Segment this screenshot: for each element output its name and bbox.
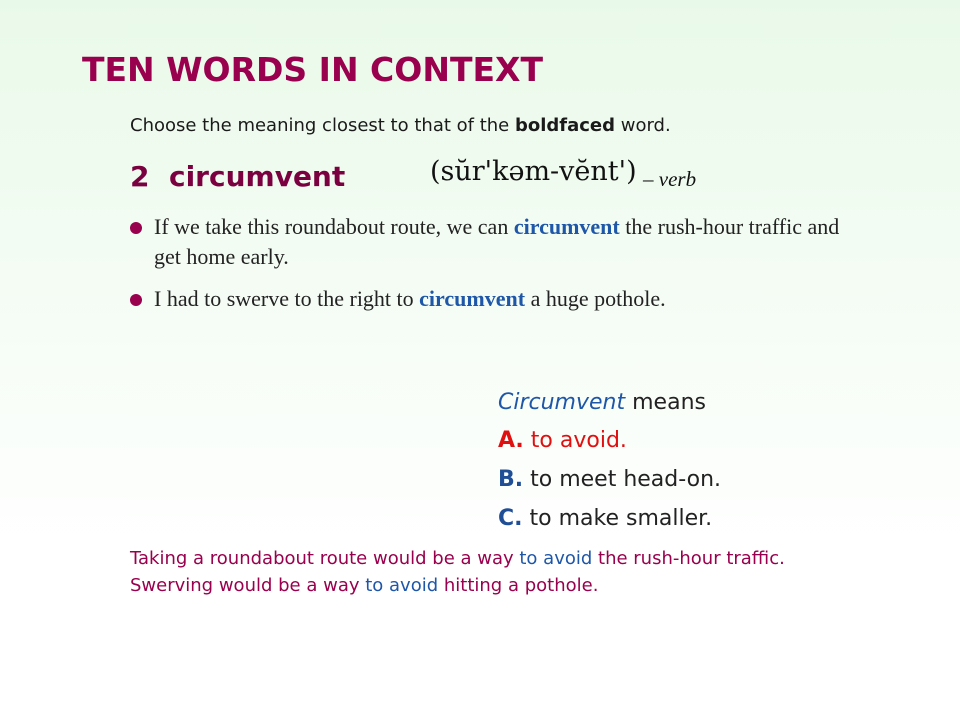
instructions	[130, 115, 671, 136]
instructions-end: word.	[615, 115, 671, 136]
example-sentence	[130, 212, 850, 272]
part-of-speech: – verb	[643, 167, 697, 191]
instructions-bold: boldfaced	[514, 115, 616, 136]
answer-option-c[interactable]	[498, 506, 712, 531]
example-sentence	[130, 284, 850, 314]
option-letter: C.	[498, 506, 523, 531]
example-keyword: circumvent	[513, 214, 620, 239]
question-prompt	[498, 390, 706, 415]
bullet-icon	[130, 222, 142, 234]
example-text-part: a huge pothole.	[525, 286, 666, 311]
example-text	[154, 284, 850, 314]
answer-option-b[interactable]	[498, 467, 721, 492]
explanation-highlight: to avoid	[519, 548, 593, 569]
slide-title: TEN WORDS IN CONTEXT	[82, 50, 543, 89]
bullet-icon	[130, 294, 142, 306]
example-text-part: the rush-hour traffic and get home early.	[154, 214, 840, 269]
pronunciation: (sŭr'kəm-vĕnt')	[430, 156, 637, 187]
explanation-text: hitting a pothole.	[438, 575, 599, 596]
example-text-part: I had to swerve to the right to	[154, 286, 420, 311]
answer-explanation	[130, 545, 850, 599]
option-text: to avoid.	[523, 428, 627, 453]
explanation-highlight: to avoid	[365, 575, 439, 596]
explanation-text: Taking a roundabout route would be a way	[130, 548, 520, 569]
question-rest: means	[625, 390, 706, 415]
option-letter: B.	[498, 467, 524, 492]
explanation-text: the rush-hour traffic. Swerving would be a way	[130, 548, 785, 596]
instructions-text: Choose the meaning closest to that of the	[130, 115, 515, 136]
option-text: to meet head-on.	[523, 467, 722, 492]
example-keyword: circumvent	[419, 286, 526, 311]
option-letter: A.	[498, 428, 524, 453]
example-text	[154, 212, 850, 272]
vocab-word-heading: 2 circumvent	[130, 160, 346, 193]
answer-option-a[interactable]	[498, 428, 627, 453]
example-text-part: If we take this roundabout route, we can	[154, 214, 514, 239]
option-text: to make smaller.	[522, 506, 713, 531]
question-word: Circumvent	[498, 390, 626, 415]
